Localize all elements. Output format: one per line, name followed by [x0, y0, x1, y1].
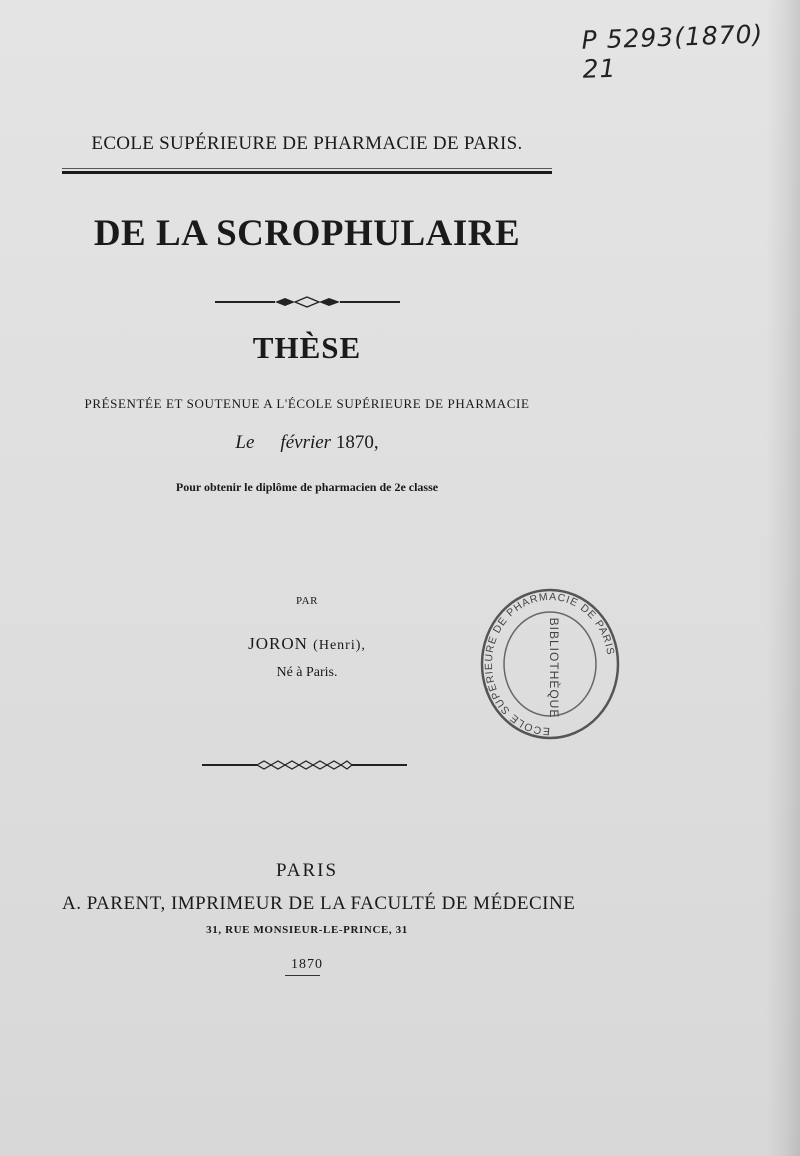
- imprint-city: PARIS: [275, 860, 339, 881]
- stamp-center-text: BIBLIOTHÈQUE: [547, 617, 561, 719]
- imprint-printer: A. PARENT, IMPRIMEUR DE LA FACULTÉ DE MÉDECINE: [62, 893, 576, 914]
- thesis-label: THÈSE: [252, 330, 362, 365]
- page-edge-shadow: [766, 0, 800, 1156]
- date-prefix: Le: [235, 432, 255, 453]
- imprint-year: 1870: [291, 957, 323, 972]
- by-label: PAR: [296, 595, 318, 607]
- header-rule-thin: [62, 168, 552, 169]
- author-first-name: (Henri),: [313, 638, 366, 653]
- library-stamp: [480, 588, 620, 748]
- school-heading: ECOLE SUPÉRIEURE DE PHARMACIE DE PARIS.: [91, 133, 523, 154]
- date-year: 1870,: [335, 432, 379, 453]
- imprint-year-rule: [285, 975, 320, 976]
- stamp-ring-text: ECOLE SUPÉRIEURE DE PHARMACIE DE PARIS: [482, 590, 617, 738]
- author-surname: JORON: [248, 634, 308, 653]
- ornament-divider-bottom: [202, 759, 407, 771]
- thesis-title: DE LA SCROPHULAIRE: [93, 213, 521, 254]
- author-birthplace: Né à Paris.: [276, 665, 338, 680]
- date-month: février: [280, 432, 332, 453]
- handwritten-shelfmark: P 5293(1870) 21: [581, 19, 764, 84]
- header-rule-thick: [62, 171, 552, 174]
- imprint-address: 31, RUE MONSIEUR-LE-PRINCE, 31: [206, 924, 408, 936]
- author-name: [62, 634, 552, 654]
- presentation-line: PRÉSENTÉE ET SOUTENUE A L'ÉCOLE SUPÉRIEURE DE PHARMACIE: [84, 396, 530, 411]
- defense-date: [62, 432, 552, 454]
- ornament-divider-top: [215, 296, 400, 308]
- diploma-line: Pour obtenir le diplôme de pharmacien de 2e classe: [175, 480, 439, 494]
